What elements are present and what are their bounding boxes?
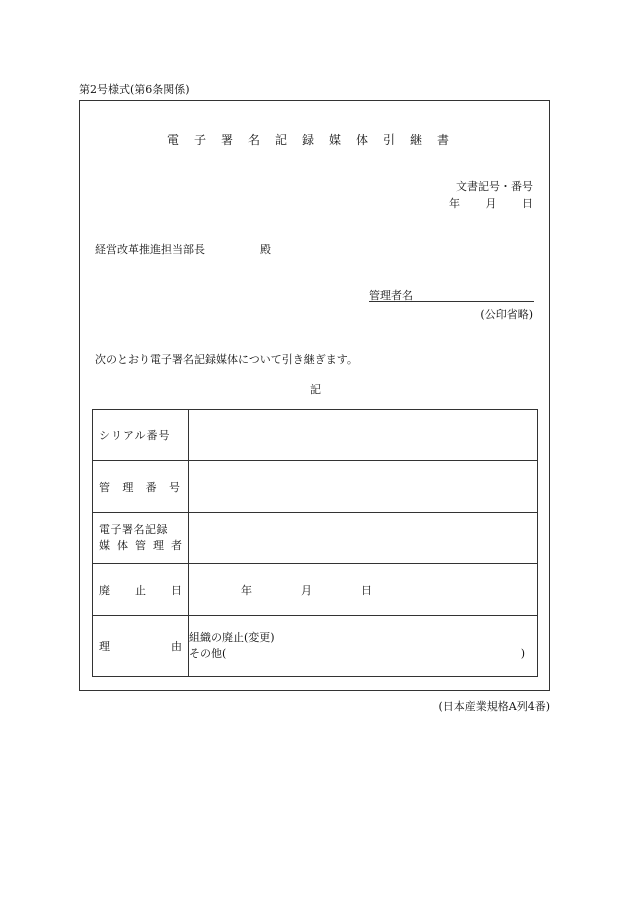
recipient-honorific: 殿 bbox=[260, 243, 271, 256]
media-manager-label-char: 者 bbox=[171, 539, 182, 552]
table-row-abolish bbox=[93, 564, 538, 616]
media-manager-label-char: 管 bbox=[135, 539, 146, 552]
document-frame bbox=[79, 100, 550, 691]
ki-heading: 記 bbox=[310, 383, 321, 396]
media-manager-label-char: 媒 bbox=[99, 539, 110, 552]
abolish-year: 年 bbox=[241, 583, 252, 597]
abolish-month: 月 bbox=[301, 583, 312, 597]
mgmt-label-char: 理 bbox=[122, 480, 134, 494]
table-row-serial bbox=[93, 410, 538, 461]
abolish-label bbox=[93, 564, 189, 616]
doc-number-label: 文書記号・番号 bbox=[456, 180, 533, 193]
serial-value bbox=[189, 410, 538, 461]
reason-option-other bbox=[189, 646, 537, 662]
form-number: 第2号様式(第6条関係) bbox=[79, 83, 190, 96]
abolish-value bbox=[189, 564, 538, 616]
reason-label bbox=[93, 616, 189, 677]
media-manager-label bbox=[93, 513, 189, 564]
media-manager-label-line1: 電子署名記録 bbox=[99, 523, 168, 536]
media-manager-label-char: 理 bbox=[153, 539, 164, 552]
abolish-label-char: 止 bbox=[135, 583, 146, 597]
table-row-media-manager bbox=[93, 513, 538, 564]
paper-standard: (日本産業規格A列4番) bbox=[438, 700, 550, 713]
mgmt-label-char: 号 bbox=[168, 480, 180, 494]
table-row-mgmt bbox=[93, 461, 538, 513]
media-manager-value bbox=[189, 513, 538, 564]
issue-date-month: 月 bbox=[485, 197, 497, 210]
handover-table bbox=[92, 409, 538, 677]
document-title: 電子署名記録媒体引継書 bbox=[166, 133, 464, 147]
issue-date-year: 年 bbox=[449, 197, 460, 210]
reason-value bbox=[189, 616, 538, 677]
reason-label-char: 理 bbox=[99, 640, 110, 653]
recipient: 経営改革推進担当部長 bbox=[95, 243, 205, 256]
manager-name-line bbox=[369, 287, 534, 302]
reason-other-close: ) bbox=[520, 647, 525, 660]
manager-label: 管理者名 bbox=[369, 289, 413, 302]
abolish-label-char: 廃 bbox=[99, 583, 110, 597]
serial-label-text: シリアル番号 bbox=[99, 429, 171, 442]
serial-label bbox=[93, 410, 189, 461]
reason-label-char: 由 bbox=[171, 640, 182, 653]
media-manager-label-char: 体 bbox=[117, 539, 128, 552]
body-text: 次のとおり電子署名記録媒体について引き継ぎます。 bbox=[95, 353, 358, 366]
mgmt-value bbox=[189, 461, 538, 513]
reason-other-open: その他( bbox=[189, 647, 227, 660]
issue-date-day: 日 bbox=[522, 197, 533, 210]
table-row-reason bbox=[93, 616, 538, 677]
abolish-label-char: 日 bbox=[171, 583, 182, 597]
issue-date bbox=[449, 195, 533, 211]
reason-option-org-change: 組織の廃止(変更) bbox=[189, 631, 275, 644]
abolish-day: 日 bbox=[361, 583, 372, 597]
seal-note: (公印省略) bbox=[480, 308, 533, 321]
mgmt-label-char: 番 bbox=[145, 480, 157, 494]
mgmt-label bbox=[93, 461, 189, 513]
mgmt-label-char: 管 bbox=[99, 480, 110, 494]
